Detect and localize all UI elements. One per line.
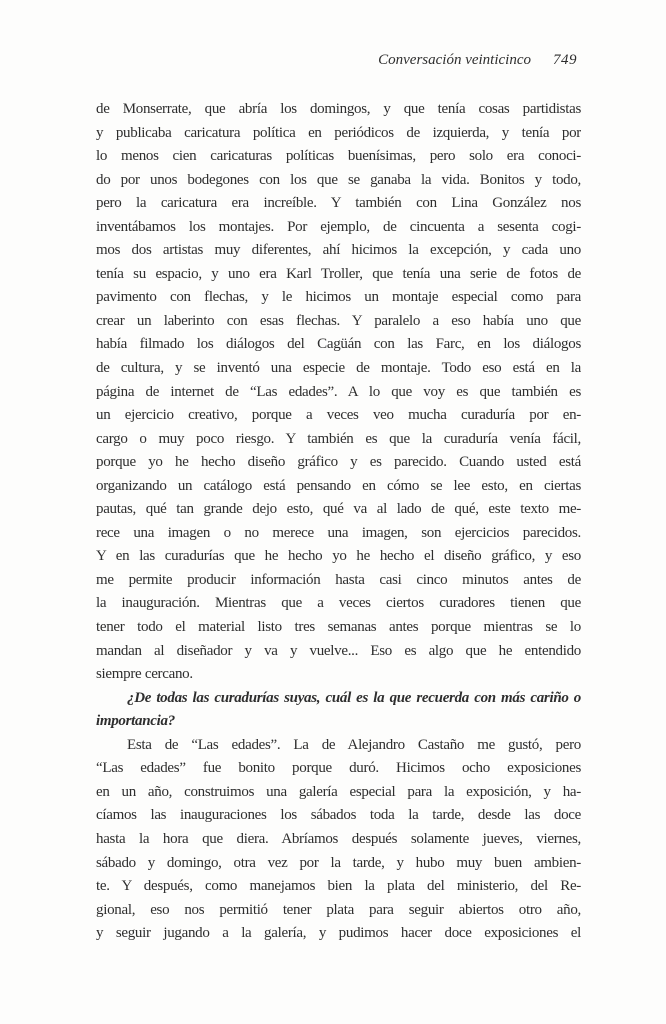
text-line: un ejercicio creativo, porque a veces veo mucha curaduría por en- bbox=[96, 407, 581, 424]
text-line: había filmado los diálogos del Cagüán con las Farc, en los diálogos bbox=[96, 336, 581, 353]
text-line: “Las edades” fue bonito porque duró. Hicimos ocho exposiciones bbox=[96, 760, 581, 777]
text-line: inventábamos los montajes. Por ejemplo, de cincuenta a sesenta cogi- bbox=[96, 218, 581, 235]
text-line: en un año, construimos una galería especial para la exposición, y ha- bbox=[96, 783, 581, 800]
text-line: rece una imagen o no merece una imagen, son ejercicios parecidos. bbox=[96, 524, 581, 541]
text-line: organizando un catálogo está pensando en cómo se lee esto, en ciertas bbox=[96, 477, 581, 494]
body-paragraph bbox=[96, 98, 581, 687]
text-line: de cultura, y se inventó una especie de montaje. Todo eso está en la bbox=[96, 360, 581, 377]
text-line: cargo o muy poco riesgo. Y también es que la curaduría venía fácil, bbox=[96, 430, 581, 447]
running-title: Conversación veinticinco bbox=[378, 52, 531, 68]
text-line: porque yo he hecho diseño gráfico y es parecido. Cuando usted está bbox=[96, 454, 581, 471]
text-line: mos dos artistas muy diferentes, ahí hicimos la excepción, y cada uno bbox=[96, 242, 581, 259]
text-line: tenía su espacio, y uno era Karl Troller, que tenía una serie de fotos de bbox=[96, 265, 581, 282]
text-line: y publicaba caricatura política en periódicos de izquierda, y tenía por bbox=[96, 124, 581, 141]
text-line: te. Y después, como manejamos bien la plata del ministerio, del Re- bbox=[96, 878, 581, 895]
text-line: tener todo el material listo tres semanas antes porque mientras se lo bbox=[96, 619, 581, 636]
text-line: Esta de “Las edades”. La de Alejandro Castaño me gustó, pero bbox=[127, 736, 581, 753]
text-line: de Monserrate, que abría los domingos, y que tenía cosas partidistas bbox=[96, 101, 581, 117]
text-line: gional, eso nos permitió tener plata para seguir abiertos otro año, bbox=[96, 901, 581, 918]
text-line: Y en las curadurías que he hecho yo he hecho el diseño gráfico, y eso bbox=[96, 548, 581, 565]
text-line: la inauguración. Mientras que a veces ciertos curadores tienen que bbox=[96, 595, 581, 612]
text-line: crear un laberinto con esas flechas. Y paralelo a eso había uno que bbox=[96, 312, 581, 329]
page-number: 749 bbox=[553, 52, 577, 68]
text-line: lo menos cien caricaturas políticas buenísimas, pero solo era conoci- bbox=[96, 148, 581, 165]
text-line: y seguir jugando a la galería, y pudimos hacer doce exposiciones el bbox=[96, 925, 581, 942]
text-line: pautas, qué tan grande dejo esto, qué va al lado de qué, este texto me- bbox=[96, 501, 581, 518]
text-line: hasta la hora que diera. Abríamos después solamente jueves, viernes, bbox=[96, 830, 581, 847]
page-header bbox=[96, 51, 577, 70]
text-block bbox=[96, 98, 581, 946]
text-line: cíamos las inauguraciones los sábados toda la tarde, desde las doce bbox=[96, 807, 581, 824]
text-line: pero la caricatura era increíble. Y también con Lina González nos bbox=[96, 195, 581, 212]
text-line: mandan al diseñador y va y vuelve... Eso es algo que he entendido bbox=[96, 642, 581, 659]
text-line: me permite producir información hasta casi cinco minutos antes de bbox=[96, 571, 581, 588]
text-line: siempre cercano. bbox=[96, 666, 193, 683]
body-paragraph bbox=[96, 734, 581, 946]
text-line: sábado y domingo, otra vez por la tarde, y hubo muy buen ambien- bbox=[96, 854, 581, 871]
text-line: pavimento con flechas, y le hicimos un montaje especial como para bbox=[96, 289, 581, 306]
text-line: do por unos bodegones con los que se ganaba la vida. Bonitos y todo, bbox=[96, 171, 581, 188]
text-line: página de internet de “Las edades”. A lo que voy es que también es bbox=[96, 383, 581, 400]
text-line: importancia? bbox=[96, 713, 175, 730]
text-line: ¿De todas las curadurías suyas, cuál es la que recuerda con más cariño o bbox=[127, 689, 581, 706]
interview-question-paragraph bbox=[96, 687, 581, 734]
